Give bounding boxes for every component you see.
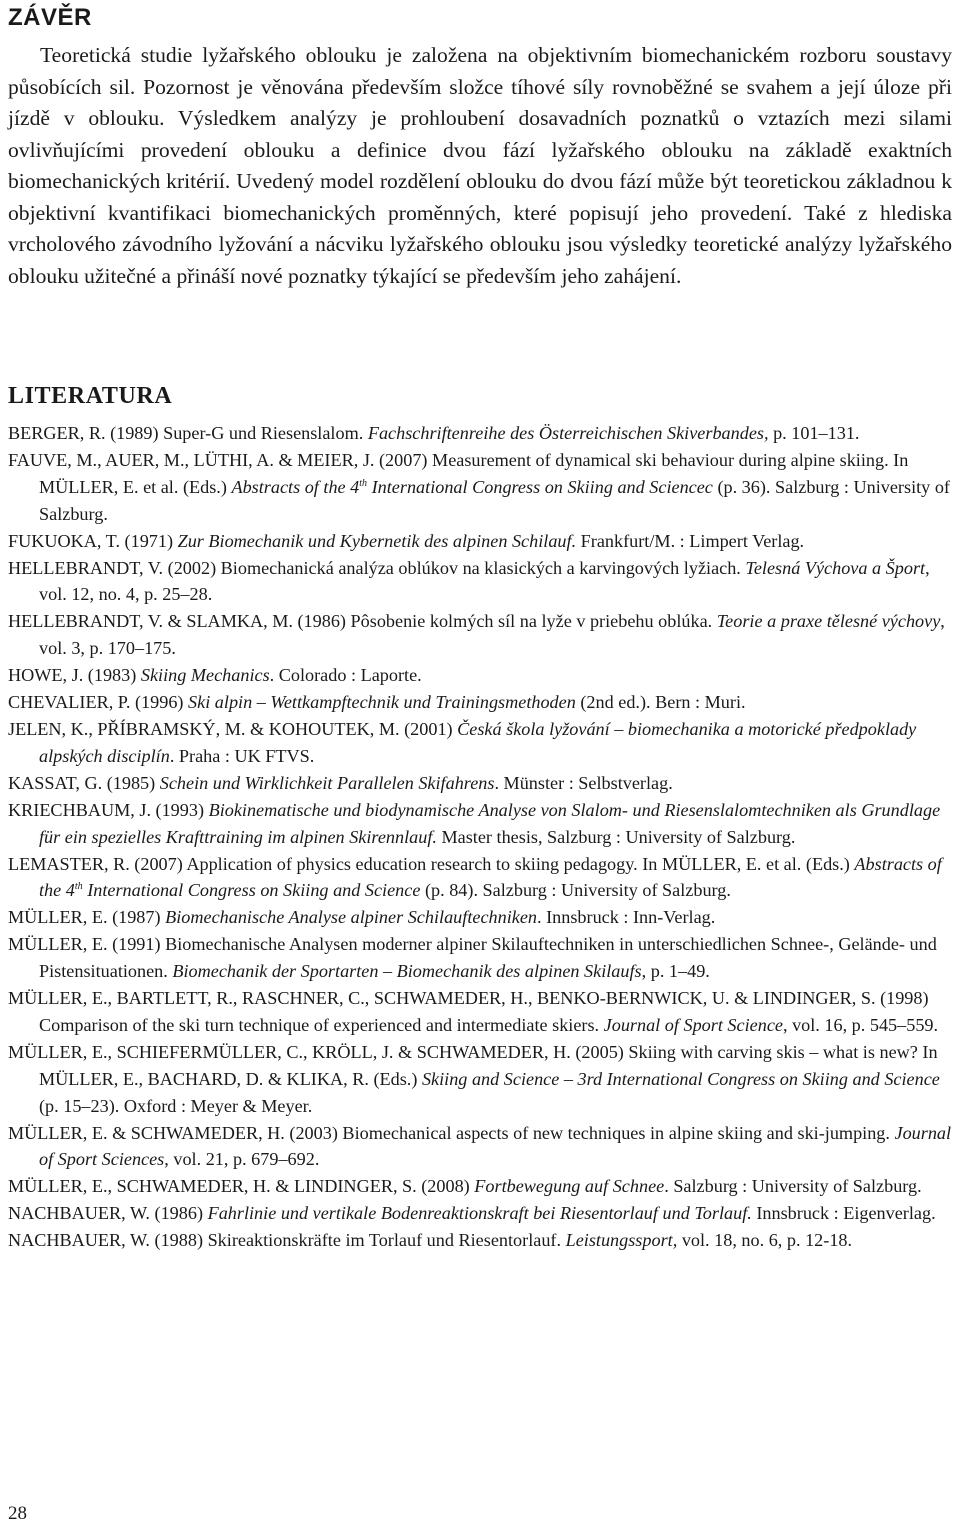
reference-entry — [8, 447, 952, 528]
reference-c: (2nd ed.). Bern : Muri. — [575, 692, 746, 713]
reference-a: FUKUOKA, T. (1971) — [8, 530, 178, 551]
reference-b: Česká škola lyžování – biomechanika a motorické předpoklady alpských disciplín — [39, 718, 917, 766]
reference-entry — [8, 716, 952, 770]
reference-a: BERGER, R. (1989) Super-G und Riesenslalom. — [8, 423, 368, 443]
reference-a: MÜLLER, E., SCHWAMEDER, H. & LINDINGER, S. (2008) — [8, 1176, 475, 1197]
reference-entry — [8, 1173, 952, 1200]
reference-b: Fortbewegung auf Schnee — [474, 1176, 665, 1197]
reference-entry — [8, 931, 952, 985]
reference-c: , vol. 16, p. 545–559. — [782, 1014, 939, 1035]
literature-heading: LITERATURA — [8, 383, 173, 409]
reference-entry — [8, 1039, 952, 1120]
conclusion-paragraph: Teoretická studie lyžařského oblouku je založena na objektivním biomechanickém rozboru soustavy působících sil. Pozornost je věnována především složce tíhové síly rovnoběžné se svahem a její úloze při jízdě v oblouku. Výsledkem analýzy je prohloubení dosavadních poznatků o vztazích mezi silami ovlivňujícími provedení oblouku a definice dvou fází lyžařského oblouku na základě exaktních biomechanických kritérií. Uvedený model rozdělení oblouku do dvou fází může být teoretickou základnou k objektivní kvantifikaci biomechanických proměnných, které popisují jeho provedení. Také z hlediska vrcholového závodního lyžování a nácviku lyžařského oblouku jsou výsledky teoretické analýzy lyžařského oblouku užitečné a přináší nové poznatky týkající se především jeho zahájení. — [8, 43, 952, 288]
reference-list — [8, 420, 952, 1254]
reference-entry — [8, 555, 952, 609]
reference-b: Biokinematische und biodynamische Analyse von Slalom- und Riesenslalomtechniken als Grundlage für ein spezielles Krafttraining im alpinen Skirennlauf. — [39, 799, 941, 847]
reference-b: Leistungssport, — [565, 1230, 678, 1251]
reference-entry — [8, 904, 952, 931]
reference-c: . Innsbruck : Inn-Verlag. — [537, 907, 716, 928]
reference-c: . Salzburg : University of Salzburg. — [664, 1176, 922, 1197]
reference-b: Zur Biomechanik und Kybernetik des alpinen Schilauf. — [177, 530, 577, 551]
reference-a: NACHBAUER, W. (1988) Skireaktionskräfte im Torlauf und Riesentorlauf. — [8, 1230, 566, 1251]
reference-entry — [8, 851, 952, 905]
reference-b: Biomechanik der Sportarten – Biomechanik des alpinen Skilaufs — [172, 961, 642, 982]
reference-c: , vol. 3, p. 170–175. — [39, 611, 945, 659]
reference-entry — [8, 797, 952, 851]
reference-entry — [8, 420, 952, 447]
reference-a: HELLEBRANDT, V. (2002) Biomechanická analýza oblúkov na klasických a karvingových lyžiach. — [8, 557, 746, 578]
reference-a: MÜLLER, E. (1987) — [8, 907, 166, 928]
reference-b: Ski alpin – Wettkampftechnik und Trainingsmethoden — [188, 692, 576, 713]
reference-b2: International Congress on Skiing and Science — [82, 880, 421, 901]
reference-entry — [8, 770, 952, 797]
reference-a: CHEVALIER, P. (1996) — [8, 692, 189, 713]
reference-a: HOWE, J. (1983) — [8, 665, 141, 686]
reference-c: (p. 36). Salzburg : University of Salzburg. — [39, 476, 950, 524]
reference-a: KASSAT, G. (1985) — [8, 772, 160, 793]
reference-c: , p. 1–49. — [641, 961, 710, 982]
reference-entry — [8, 1227, 952, 1254]
reference-b: Skiing Mechanics — [140, 665, 270, 686]
reference-entry — [8, 689, 952, 716]
reference-c: p. 101–131. — [768, 423, 860, 443]
reference-c: . Colorado : Laporte. — [269, 665, 422, 686]
reference-entry — [8, 608, 952, 662]
reference-c: . Münster : Selbstverlag. — [494, 772, 673, 793]
conclusion-heading: ZÁVĚR — [8, 4, 92, 31]
reference-b: Abstracts of the 4 — [231, 476, 360, 497]
reference-c: vol. 18, no. 6, p. 12-18. — [677, 1230, 853, 1251]
reference-c: , vol. 21, p. 679–692. — [164, 1149, 320, 1170]
reference-entry — [8, 1120, 952, 1174]
reference-c: (p. 15–23). Oxford : Meyer & Meyer. — [39, 1095, 313, 1116]
reference-a: MÜLLER, E. (1991) Biomechanische Analysen moderner alpiner Skilauftechniken in unterschiedlichen Schnee-, Gelände- und Pistensituationen. — [8, 934, 937, 982]
reference-b: Journal of Sport Science — [603, 1014, 783, 1035]
reference-c: Frankfurt/M. : Limpert Verlag. — [576, 530, 805, 551]
reference-b: Fachschriftenreihe des Österreichischen Skiverbandes, — [367, 423, 769, 443]
reference-entry — [8, 1200, 952, 1227]
reference-sup: th — [359, 477, 368, 489]
reference-a: FAUVE, M., AUER, M., LÜTHI, A. & MEIER, J. (2007) Measurement of dynamical ski behaviour during alpine skiing. In MÜLLER, E. et al. (Eds.) — [8, 449, 909, 497]
reference-a: LEMASTER, R. (2007) Application of physics education research to skiing pedagogy. In MÜLLER, E. et al. (Eds.) — [8, 853, 855, 874]
reference-b: Biomechanische Analyse alpiner Schilauftechniken — [165, 907, 538, 928]
reference-a: MÜLLER, E., BARTLETT, R., RASCHNER, C., SCHWAMEDER, H., BENKO-BERNWICK, U. & LINDINGER, S. (1998) Comparison of the ski turn technique of experienced and intermediate skiers. — [8, 988, 929, 1035]
reference-c: , vol. 12, no. 4, p. 25–28. — [39, 557, 930, 605]
reference-b: Telesná Výchova a Šport — [745, 557, 926, 578]
page-number: 28 — [8, 1503, 27, 1524]
reference-a: MÜLLER, E. & SCHWAMEDER, H. (2003) Biomechanical aspects of new techniques in alpine skiing and ski-jumping. — [8, 1122, 895, 1143]
reference-entry — [8, 528, 952, 555]
reference-b: Abstracts of the 4 — [39, 853, 942, 901]
reference-c: . Praha : UK FTVS. — [169, 745, 315, 766]
reference-sup: th — [74, 881, 83, 893]
reference-a: KRIECHBAUM, J. (1993) — [8, 799, 209, 820]
reference-entry — [8, 985, 952, 1039]
reference-b: Journal of Sport Sciences — [39, 1122, 952, 1170]
reference-entry — [8, 662, 952, 689]
reference-b: Fahrlinie und vertikale Bodenreaktionskraft bei Riesentorlauf und Torlauf. — [207, 1203, 752, 1224]
reference-b: Skiing and Science – 3rd International Congress on Skiing and Science — [421, 1068, 940, 1089]
reference-a: NACHBAUER, W. (1986) — [8, 1203, 208, 1224]
reference-c: Innsbruck : Eigenverlag. — [751, 1203, 936, 1224]
reference-b: Teorie a praxe tělesné výchovy — [716, 611, 941, 632]
reference-c: (p. 84). Salzburg : University of Salzburg. — [420, 880, 731, 901]
reference-b: Schein und Wirklichkeit Parallelen Skifahrens — [159, 772, 495, 793]
reference-c: Master thesis, Salzburg : University of Salzburg. — [436, 826, 796, 847]
reference-b2: International Congress on Skiing and Sciencec — [367, 476, 713, 497]
reference-a: JELEN, K., PŘÍBRAMSKÝ, M. & KOHOUTEK, M. (2001) — [8, 718, 458, 739]
reference-a: MÜLLER, E., SCHIEFERMÜLLER, C., KRÖLL, J. & SCHWAMEDER, H. (2005) Skiing with carving skis – what is new? In MÜLLER, E., BACHARD, D. & KLIKA, R. (Eds.) — [8, 1041, 938, 1089]
reference-a: HELLEBRANDT, V. & SLAMKA, M. (1986) Pôsobenie kolmých síl na lyže v priebehu oblúka. — [8, 611, 717, 632]
